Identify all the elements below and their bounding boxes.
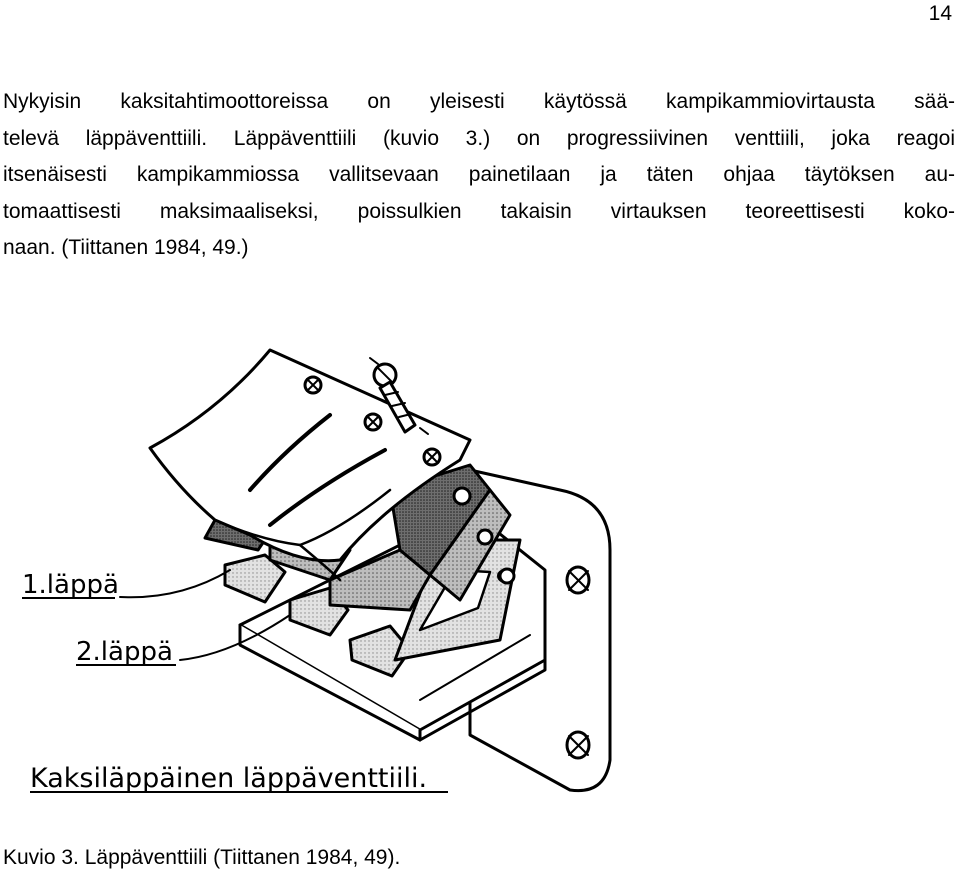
paragraph-line: itsenäisesti kampikammiossa vallitsevaan painetilaan ja täten ohjaa täytöksen au- bbox=[3, 163, 955, 187]
paragraph-line: naan. (Tiittanen 1984, 49.) bbox=[3, 236, 249, 260]
paragraph-line: televä läppäventtiili. Läppäventtiili (kuvio 3.) on progressiivinen venttiili, joka reagoi bbox=[3, 126, 955, 150]
figure-label-2: 2.läppä bbox=[76, 637, 173, 667]
page-number: 14 bbox=[928, 2, 952, 25]
leader-line-1 bbox=[120, 570, 230, 597]
paragraph-line: tomaattisesti maksimaaliseksi, poissulkien takaisin virtauksen teoreettisesti koko- bbox=[3, 199, 955, 223]
screw-icon bbox=[500, 569, 514, 583]
figure-title: Kaksiläppäinen läppäventtiili. bbox=[30, 763, 428, 794]
figure-caption: Kuvio 3. Läppäventtiili (Tiittanen 1984, 49). bbox=[3, 846, 401, 869]
screw-icon bbox=[478, 530, 492, 544]
reed-valve-drawing bbox=[0, 340, 960, 810]
body-paragraph bbox=[3, 84, 955, 267]
paragraph-line: Nykyisin kaksitahtimoottoreissa on yleisesti käytössä kampikammiovirtausta sää- bbox=[3, 90, 955, 113]
reed-valve-figure bbox=[0, 340, 960, 810]
figure-label-1: 1.läppä bbox=[22, 570, 119, 600]
screw-icon bbox=[454, 488, 470, 504]
